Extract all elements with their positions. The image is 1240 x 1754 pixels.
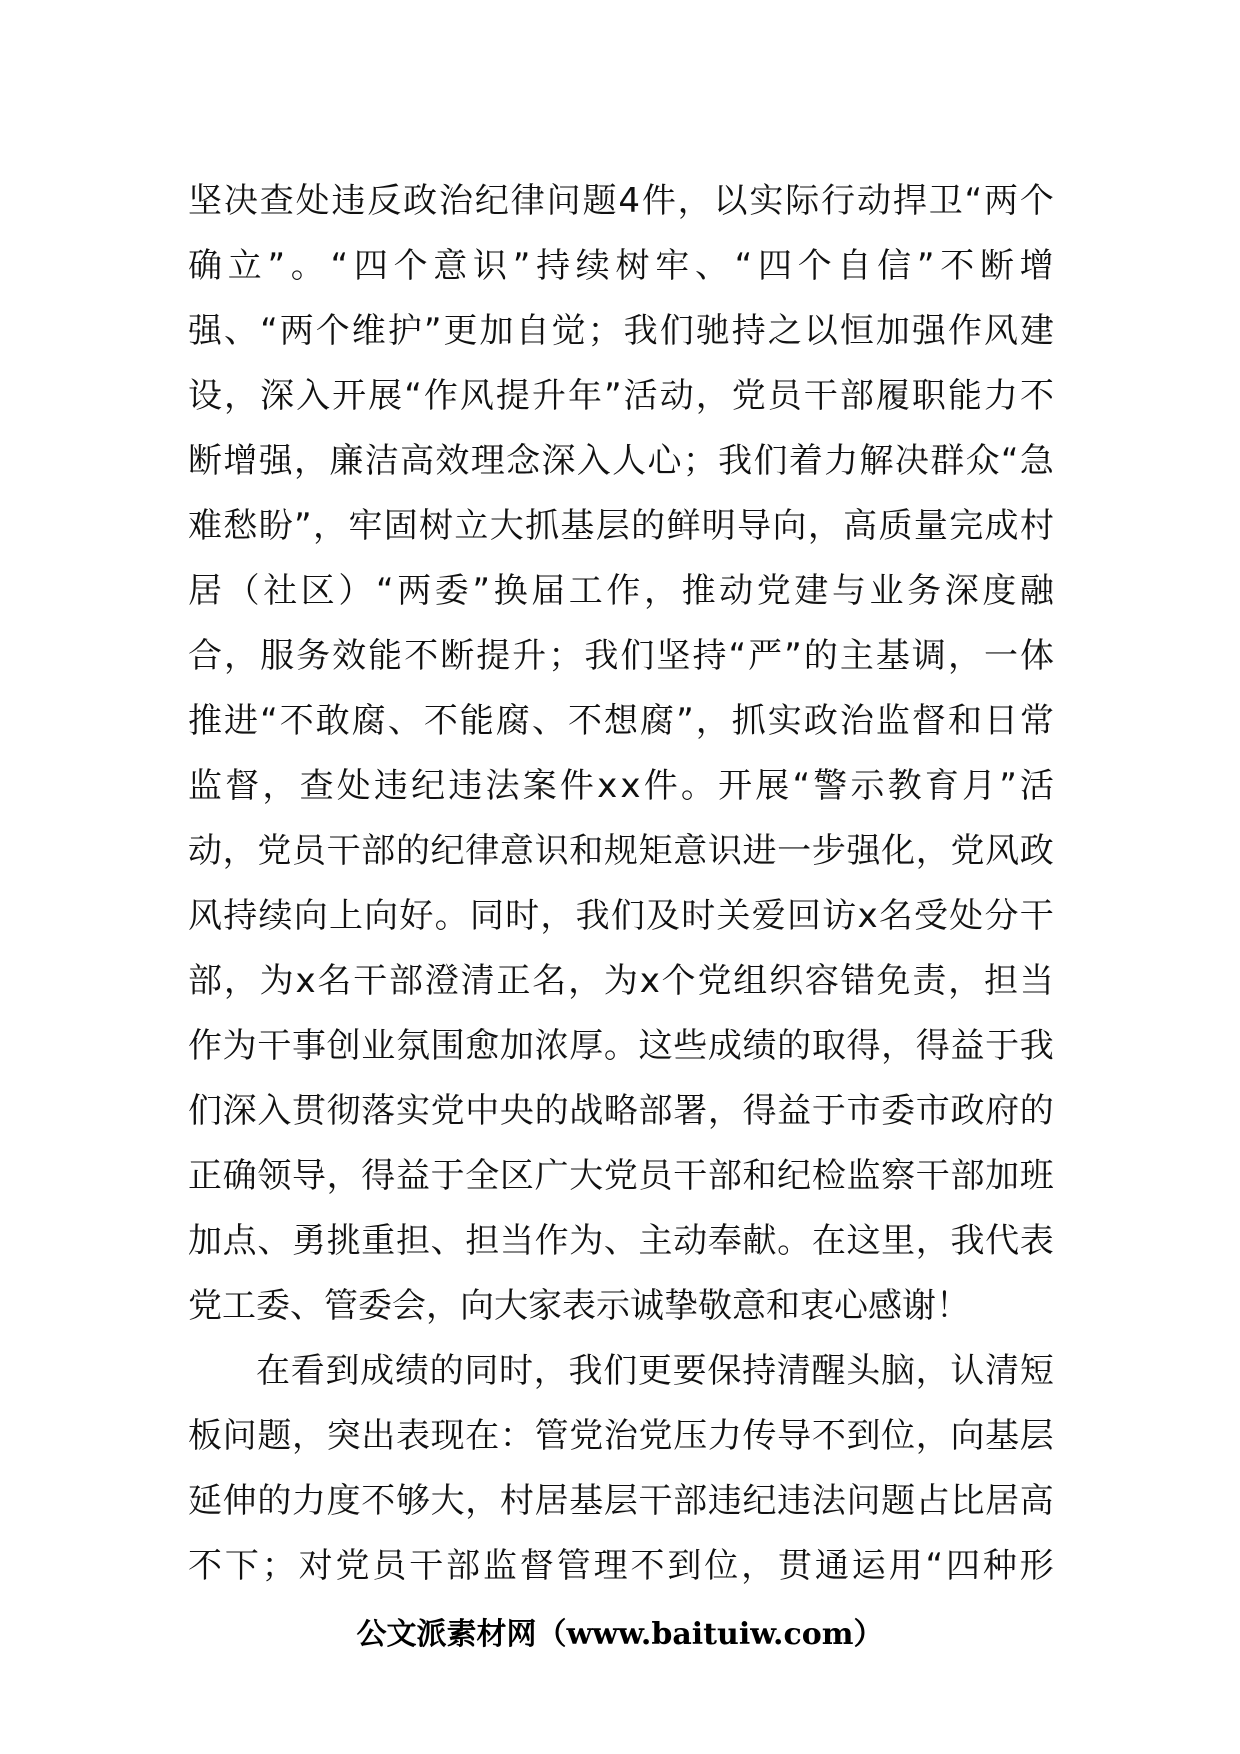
text-line: 断 增 强 ， 廉 洁 高 效 理 念 深 入 人 心 ； 我 们 着 力 解 决 群 众 “ 急 [188, 441, 1054, 481]
text-line: 监 督 ， 查 处 违 纪 违 法 案 件 x x 件 。 开 展 “ 警 示 教 育 月 ” 活 [188, 766, 1054, 806]
text-line: 强 、 “ 两 个 维 护 ” 更 加 自 觉 ； 我 们 驰 持 之 以 恒 加 强 作 风 建 [188, 311, 1054, 351]
text-line: 合 ， 服 务 效 能 不 断 提 升 ； 我 们 坚 持 “ 严 ” 的 主 基 调 ， 一 体 [188, 636, 1054, 676]
text-line: 坚 决 查 处 违 反 政 治 纪 律 问 题 4 件 ， 以 实 际 行 动 捍 卫 “ 两 个 [188, 181, 1054, 221]
text-line: 延 伸 的 力 度 不 够 大 ， 村 居 基 层 干 部 违 纪 违 法 问 题 占 比 居 高 [188, 1481, 1054, 1521]
footer-watermark: 公文派素材网（www.baituiw.com） [356, 1617, 884, 1652]
text-line: 们 深 入 贯 彻 落 实 党 中 央 的 战 略 部 署 ， 得 益 于 市 委 市 政 府 的 [188, 1091, 1054, 1131]
text-line: 居 （ 社 区 ） “ 两 委 ” 换 届 工 作 ， 推 动 党 建 与 业 务 深 度 融 [188, 571, 1054, 611]
text-line: 动 ， 党 员 干 部 的 纪 律 意 识 和 规 矩 意 识 进 一 步 强 化 ， 党 风 政 [188, 831, 1054, 871]
text-line: 推 进 “ 不 敢 腐 、 不 能 腐 、 不 想 腐 ” ， 抓 实 政 治 监 督 和 日 常 [188, 701, 1054, 741]
text-line: 不 下 ； 对 党 员 干 部 监 督 管 理 不 到 位 ， 贯 通 运 用 “ 四 种 形 [188, 1546, 1054, 1586]
text-line: 加 点 、 勇 挑 重 担 、 担 当 作 为 、 主 动 奉 献 。 在 这 里 ， 我 代 表 [188, 1221, 1054, 1261]
text-line: 风 持 续 向 上 向 好 。 同 时 ， 我 们 及 时 关 爱 回 访 x 名 受 处 分 干 [188, 896, 1054, 936]
body-text [188, 169, 1054, 1599]
text-line: 党工委、管委会，向大家表示诚挚敬意和衷心感谢！ [188, 1286, 970, 1326]
text-line: 设 ， 深 入 开 展 “ 作 风 提 升 年 ” 活 动 ， 党 员 干 部 履 职 能 力 不 [188, 376, 1054, 416]
text-line: 部 ， 为 x 名 干 部 澄 清 正 名 ， 为 x 个 党 组 织 容 错 免 责 ， 担 当 [188, 961, 1054, 1001]
text-line: 正 确 领 导 ， 得 益 于 全 区 广 大 党 员 干 部 和 纪 检 监 察 干 部 加 班 [188, 1156, 1054, 1196]
text-line: 难 愁 盼 ” ， 牢 固 树 立 大 抓 基 层 的 鲜 明 导 向 ， 高 质 量 完 成 村 [188, 506, 1054, 546]
text-line: 板 问 题 ， 突 出 表 现 在 ： 管 党 治 党 压 力 传 导 不 到 位 ， 向 基 层 [188, 1416, 1054, 1456]
text-line: 在 看 到 成 绩 的 同 时 ， 我 们 更 要 保 持 清 醒 头 脑 ， 认 清 短 [256, 1351, 1054, 1391]
text-line: 确 立 ” 。 “ 四 个 意 识 ” 持 续 树 牢 、 “ 四 个 自 信 ” 不 断 增 [188, 246, 1054, 286]
text-line: 作 为 干 事 创 业 氛 围 愈 加 浓 厚 。 这 些 成 绩 的 取 得 ， 得 益 于 我 [188, 1026, 1054, 1066]
